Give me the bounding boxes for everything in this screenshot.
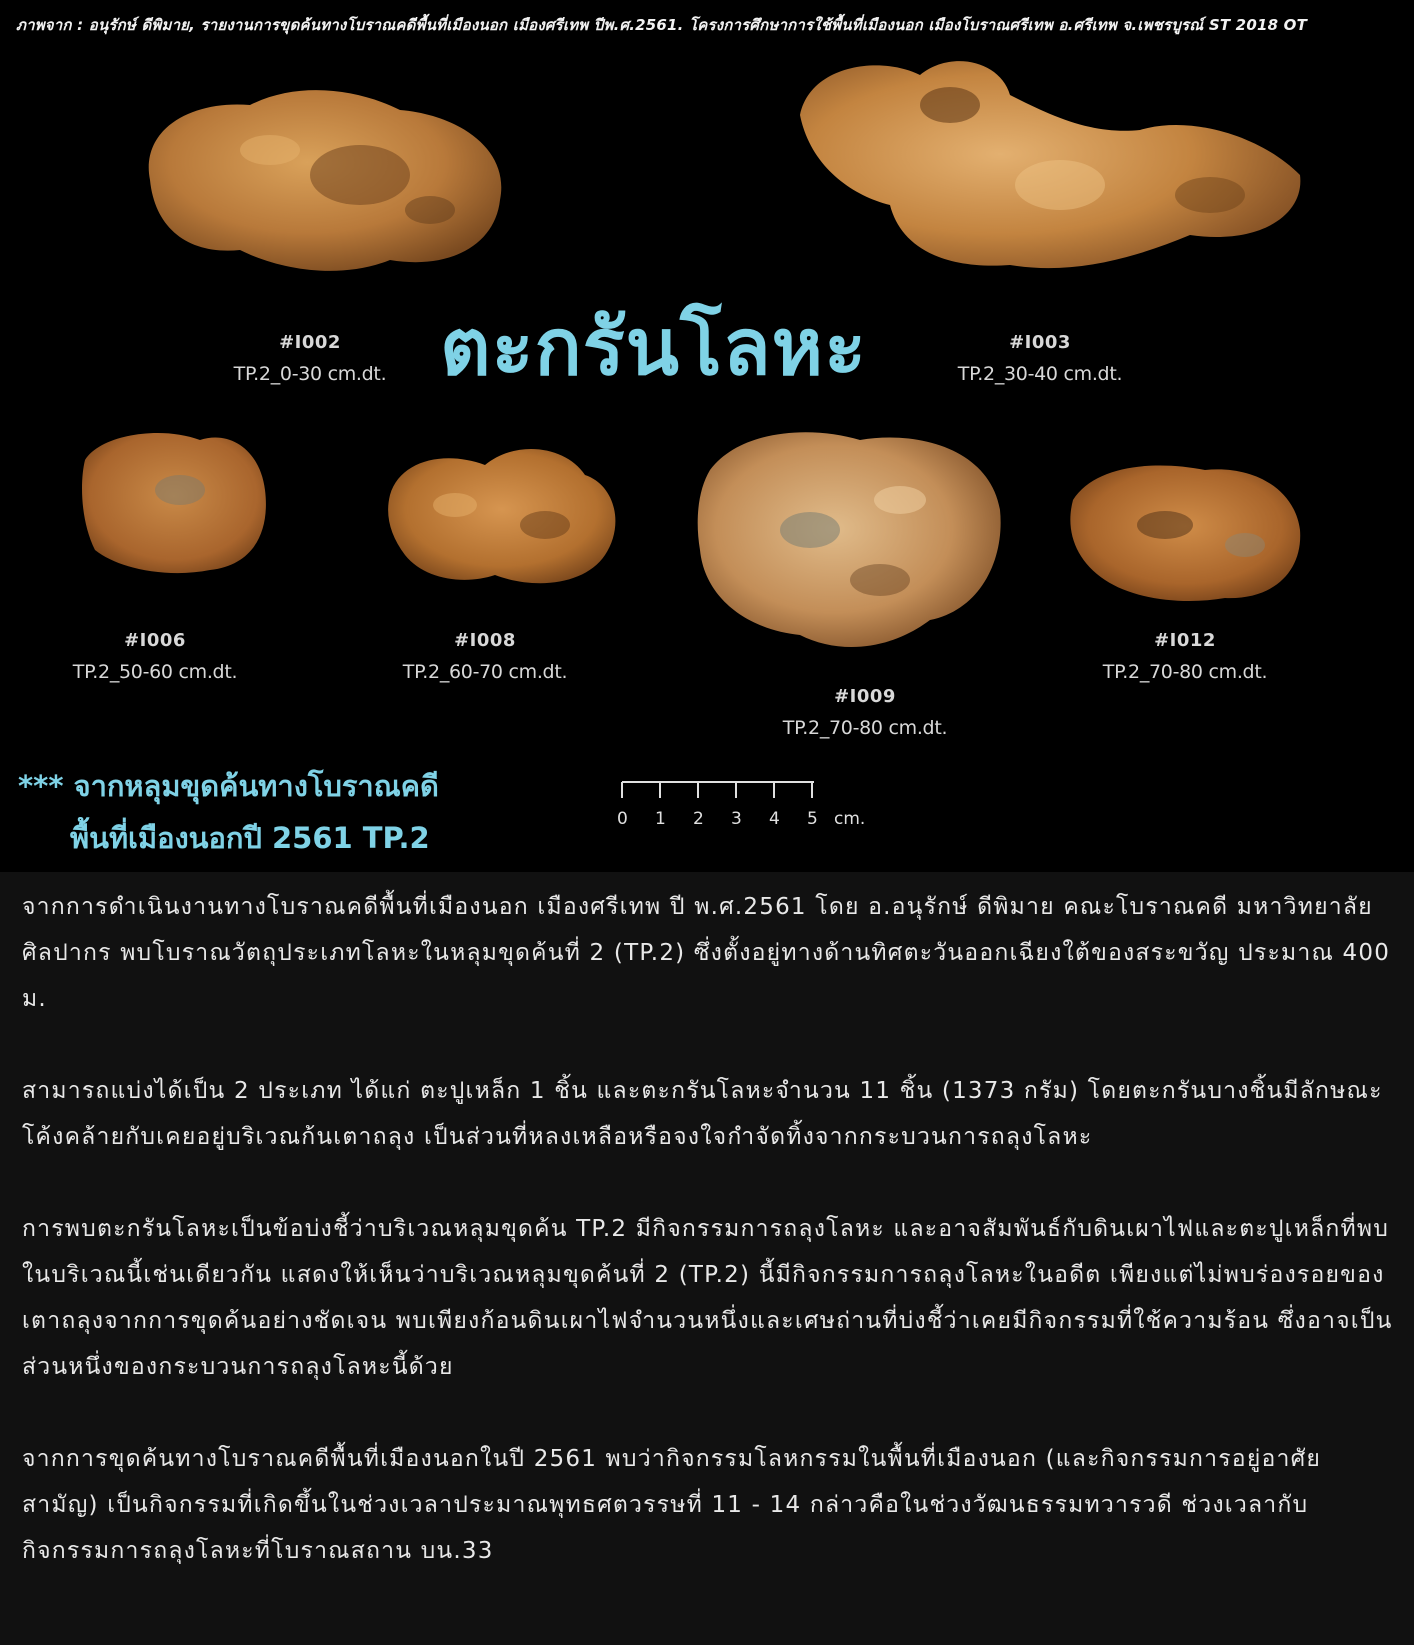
article-body [22, 872, 1394, 1620]
article-paragraph: จากการดำเนินงานทางโบราณคดีพื้นที่เมืองนอก เมืองศรีเทพ ปี พ.ศ.2561 โดย อ.อนุรักษ์ ดีพิมาย คณะโบราณคดี มหาวิทยาลัยศิลปากร พบโบราณวัตถุประเภทโลหะในหลุมขุดค้นที่ 2 (TP.2) ซึ่งตั้งอยู่ทางด้านทิศตะวันออกเฉียงใต้ของสระขวัญ ประมาณ 400 ม. [22, 894, 1391, 1012]
sample-id: #I002 [279, 332, 341, 353]
caption-i006 [60, 630, 250, 683]
excavation-note [18, 760, 439, 864]
slag-photo-i012 [1065, 450, 1305, 610]
scale-tick-label: 1 [655, 809, 666, 829]
sample-id: #I009 [834, 686, 896, 707]
scale-tick-label: 4 [769, 809, 780, 829]
sample-depth: TP.2_60-70 cm.dt. [402, 661, 568, 683]
sample-depth: TP.2_50-60 cm.dt. [72, 661, 238, 683]
scale-tick-label: 5 [807, 809, 818, 829]
sample-id: #I003 [1009, 332, 1071, 353]
sample-id: #I006 [124, 630, 186, 651]
article-paragraph: สามารถแบ่งได้เป็น 2 ประเภท ได้แก่ ตะปูเหล็ก 1 ชิ้น และตะกรันโลหะจำนวน 11 ชิ้น (1373 กรัม) โดยตะกรันบางชิ้นมีลักษณะโค้งคล้ายกับเคยอยู่บริเวณก้นเตาถลุง เป็นส่วนที่หลงเหลือหรือจงใจกำจัดทิ้งจากกระบวนการถลุงโลหะ [22, 1078, 1383, 1150]
caption-i002 [220, 332, 400, 385]
scale-tick-label: 2 [693, 809, 704, 829]
figure-title: ตะกรันโลหะ [440, 303, 867, 393]
slag-photo-i006 [80, 420, 270, 580]
sample-depth: TP.2_70-80 cm.dt. [1102, 661, 1268, 683]
sample-depth: TP.2_0-30 cm.dt. [233, 363, 387, 385]
article-paragraph: จากการขุดค้นทางโบราณคดีพื้นที่เมืองนอกในปี 2561 พบว่ากิจกรรมโลหกรรมในพื้นที่เมืองนอก (และกิจกรรมการอยู่อาศัยสามัญ) เป็นกิจกรรมที่เกิดขึ้นในช่วงเวลาประมาณพุทธศตวรรษที่ 11 - 14 กล่าวคือในช่วงวัฒนธรรมทวารวดี ช่วงเวลากับกิจกรรมการถลุงโลหะที่โบราณสถาน บน.33 [22, 1446, 1322, 1564]
note-line-2: พื้นที่เมืองนอกปี 2561 TP.2 [70, 821, 430, 855]
image-credit: ภาพจาก : อนุรักษ์ ดีพิมาย, รายงานการขุดค้นทางโบราณคดีพื้นที่เมืองนอก เมืองศรีเทพ ปีพ.ศ.2561. โครงการศึกษาการใช้พื้นที่เมืองนอก เมืองโบราณศรีเทพ อ.ศรีเทพ จ.เพชรบูรณ์ ST 2018 OT [16, 16, 1308, 34]
scale-tick-label: 0 [617, 809, 628, 829]
slag-photo-i008 [385, 435, 625, 595]
note-line-1: *** จากหลุมขุดค้นทางโบราณคดี [18, 769, 439, 803]
slag-photo-i003 [790, 45, 1310, 290]
article-paragraph: การพบตะกรันโลหะเป็นข้อบ่งชี้ว่าบริเวณหลุมขุดค้น TP.2 มีกิจกรรมการถลุงโลหะ และอาจสัมพันธ์กับดินเผาไฟและตะปูเหล็กที่พบในบริเวณนี้เช่นเดียวกัน แสดงให้เห็นว่าบริเวณหลุมขุดค้นที่ 2 (TP.2) นี้มีกิจกรรมการถลุงโลหะในอดีต เพียงแต่ไม่พบร่องรอยของเตาถลุงจากการขุดค้นอย่างชัดเจน พบเพียงก้อนดินเผาไฟจำนวนหนึ่งและเศษถ่านที่บ่งชี้ว่าเคยมีกิจกรรมที่ใช้ความร้อน ซึ่งอาจเป็นส่วนหนึ่งของกระบวนการถลุงโลหะนี้ด้วย [22, 1216, 1393, 1380]
sample-depth: TP.2_70-80 cm.dt. [782, 717, 948, 739]
sample-id: #I008 [454, 630, 516, 651]
slag-photo-i009 [690, 420, 1010, 660]
caption-i003 [950, 332, 1130, 385]
sample-depth: TP.2_30-40 cm.dt. [957, 363, 1123, 385]
caption-i012 [1090, 630, 1280, 683]
scale-bar [614, 776, 874, 840]
scale-tick-label: 3 [731, 809, 742, 829]
caption-i009 [770, 686, 960, 739]
caption-i008 [390, 630, 580, 683]
slag-photo-i002 [130, 70, 520, 290]
scale-unit: cm. [834, 809, 866, 829]
sample-id: #I012 [1154, 630, 1216, 651]
